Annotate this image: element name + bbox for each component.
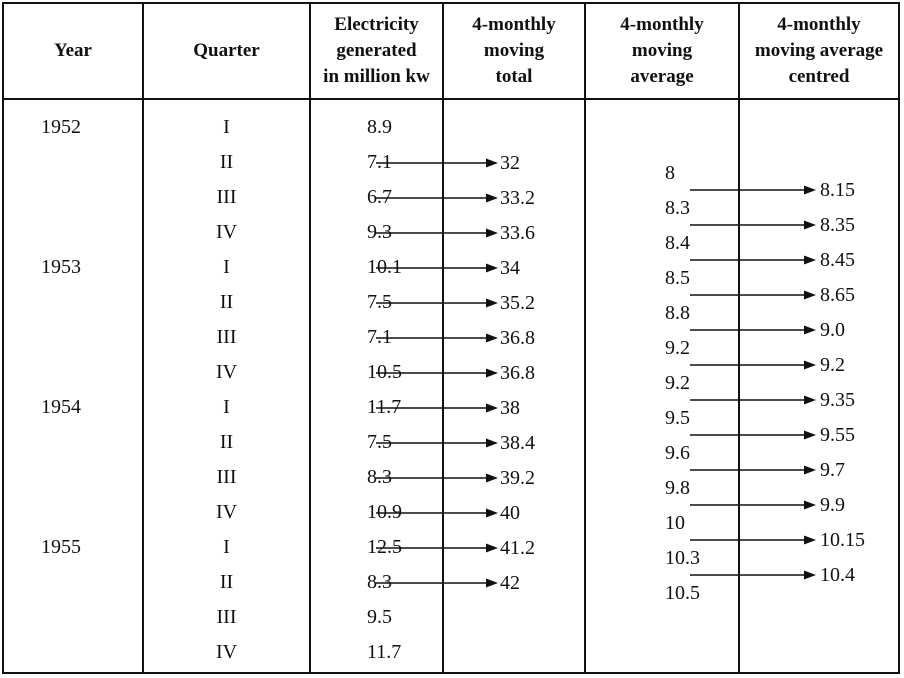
electricity-cell: 7.5 (367, 431, 392, 453)
moving-total-cell: 36.8 (500, 327, 535, 349)
moving-average-cell: 8.3 (665, 197, 690, 219)
moving-total-cell: 39.2 (500, 467, 535, 489)
moving-total-cell: 33.6 (500, 222, 535, 244)
moving-average-cell: 9.8 (665, 477, 690, 499)
quarter-cell: III (216, 606, 237, 628)
moving-total-cell: 42 (500, 572, 520, 594)
arrow-head (486, 229, 498, 238)
arrow-head (486, 404, 498, 413)
moving-total-cell: 38.4 (500, 432, 535, 454)
centred-average-cell: 9.55 (820, 424, 855, 446)
electricity-cell: 11.7 (367, 396, 402, 418)
quarter-cell: II (219, 291, 234, 313)
arrow-head (804, 256, 816, 265)
arrow-head (486, 544, 498, 553)
quarter-cell: III (216, 326, 237, 348)
header-moving-average-centred: 4-monthly moving average centred (754, 14, 884, 87)
electricity-cell: 6.7 (367, 186, 392, 208)
quarter-cell: II (219, 151, 234, 173)
arrow-head (804, 291, 816, 300)
centred-average-cell: 8.65 (820, 284, 855, 306)
moving-average-cell: 9.5 (665, 407, 690, 429)
arrow-head (486, 439, 498, 448)
centred-average-cell: 9.0 (820, 319, 845, 341)
quarter-cell: III (216, 186, 237, 208)
electricity-cell: 8.9 (367, 116, 392, 138)
arrow-layer (4, 4, 898, 672)
moving-total-cell: 41.2 (500, 537, 535, 559)
quarter-cell: IV (215, 641, 238, 663)
arrow-head (804, 536, 816, 545)
moving-average-cell: 10.3 (665, 547, 700, 569)
moving-average-cell: 8.5 (665, 267, 690, 289)
arrow-head (804, 186, 816, 195)
year-cell: 1955 (41, 536, 81, 558)
moving-total-cell: 32 (500, 152, 520, 174)
arrow-head (486, 264, 498, 273)
electricity-cell: 9.5 (367, 606, 392, 628)
moving-total-cell: 34 (500, 257, 520, 279)
moving-average-cell: 10 (665, 512, 685, 534)
electricity-cell: 10.9 (367, 501, 402, 523)
electricity-cell: 12.5 (367, 536, 402, 558)
arrow-head (804, 431, 816, 440)
quarter-cell: I (223, 396, 230, 418)
header-moving-total: 4-monthly moving total (472, 14, 556, 87)
centred-average-cell: 9.35 (820, 389, 855, 411)
moving-average-cell: 9.2 (665, 372, 690, 394)
moving-average-cell: 9.6 (665, 442, 690, 464)
arrow-head (804, 466, 816, 475)
moving-average-table (2, 2, 900, 674)
moving-total-cell: 33.2 (500, 187, 535, 209)
arrow-head (486, 474, 498, 483)
electricity-cell: 10.5 (367, 361, 402, 383)
header-moving-average: 4-monthly moving average (620, 14, 704, 87)
centred-average-cell: 8.15 (820, 179, 855, 201)
quarter-cell: IV (215, 501, 238, 523)
centred-average-cell: 8.45 (820, 249, 855, 271)
year-cell: 1952 (41, 116, 81, 138)
quarter-cell: IV (215, 361, 238, 383)
quarter-cell: I (223, 116, 230, 138)
arrow-head (486, 159, 498, 168)
arrow-head (804, 571, 816, 580)
header-quarter: Quarter (193, 40, 260, 61)
arrow-head (804, 501, 816, 510)
centred-average-cell: 8.35 (820, 214, 855, 236)
moving-average-cell: 8 (665, 162, 675, 184)
moving-average-cell: 9.2 (665, 337, 690, 359)
electricity-cell: 9.3 (367, 221, 392, 243)
arrow-head (804, 326, 816, 335)
year-cell: 1953 (41, 256, 81, 278)
moving-total-cell: 36.8 (500, 362, 535, 384)
quarter-cell: IV (215, 221, 238, 243)
arrow-head (804, 396, 816, 405)
quarter-cell: III (216, 466, 237, 488)
arrow-head (486, 194, 498, 203)
quarter-cell: II (219, 571, 234, 593)
arrow-head (486, 579, 498, 588)
arrow-head (486, 369, 498, 378)
electricity-cell: 8.3 (367, 466, 392, 488)
moving-total-cell: 40 (500, 502, 520, 524)
arrow-head (486, 509, 498, 518)
centred-average-cell: 10.15 (820, 529, 865, 551)
year-cell: 1954 (41, 396, 81, 418)
electricity-cell: 11.7 (367, 641, 402, 663)
arrow-head (804, 361, 816, 370)
arrow-head (486, 299, 498, 308)
centred-average-cell: 9.2 (820, 354, 845, 376)
electricity-cell: 7.5 (367, 291, 392, 313)
header-electricity: Electricity generated in million kw (323, 14, 430, 87)
header-year: Year (54, 40, 92, 61)
moving-total-cell: 38 (500, 397, 520, 419)
centred-average-cell: 9.9 (820, 494, 845, 516)
moving-average-cell: 8.4 (665, 232, 690, 254)
quarter-cell: I (223, 536, 230, 558)
quarter-cell: I (223, 256, 230, 278)
centred-average-cell: 9.7 (820, 459, 845, 481)
arrow-head (804, 221, 816, 230)
quarter-cell: II (219, 431, 234, 453)
electricity-cell: 8.3 (367, 571, 392, 593)
moving-total-cell: 35.2 (500, 292, 535, 314)
centred-average-cell: 10.4 (820, 564, 855, 586)
moving-average-cell: 10.5 (665, 582, 700, 604)
arrow-head (486, 334, 498, 343)
electricity-cell: 7.1 (367, 151, 392, 173)
electricity-cell: 10.1 (367, 256, 402, 278)
electricity-cell: 7.1 (367, 326, 392, 348)
moving-average-cell: 8.8 (665, 302, 690, 324)
